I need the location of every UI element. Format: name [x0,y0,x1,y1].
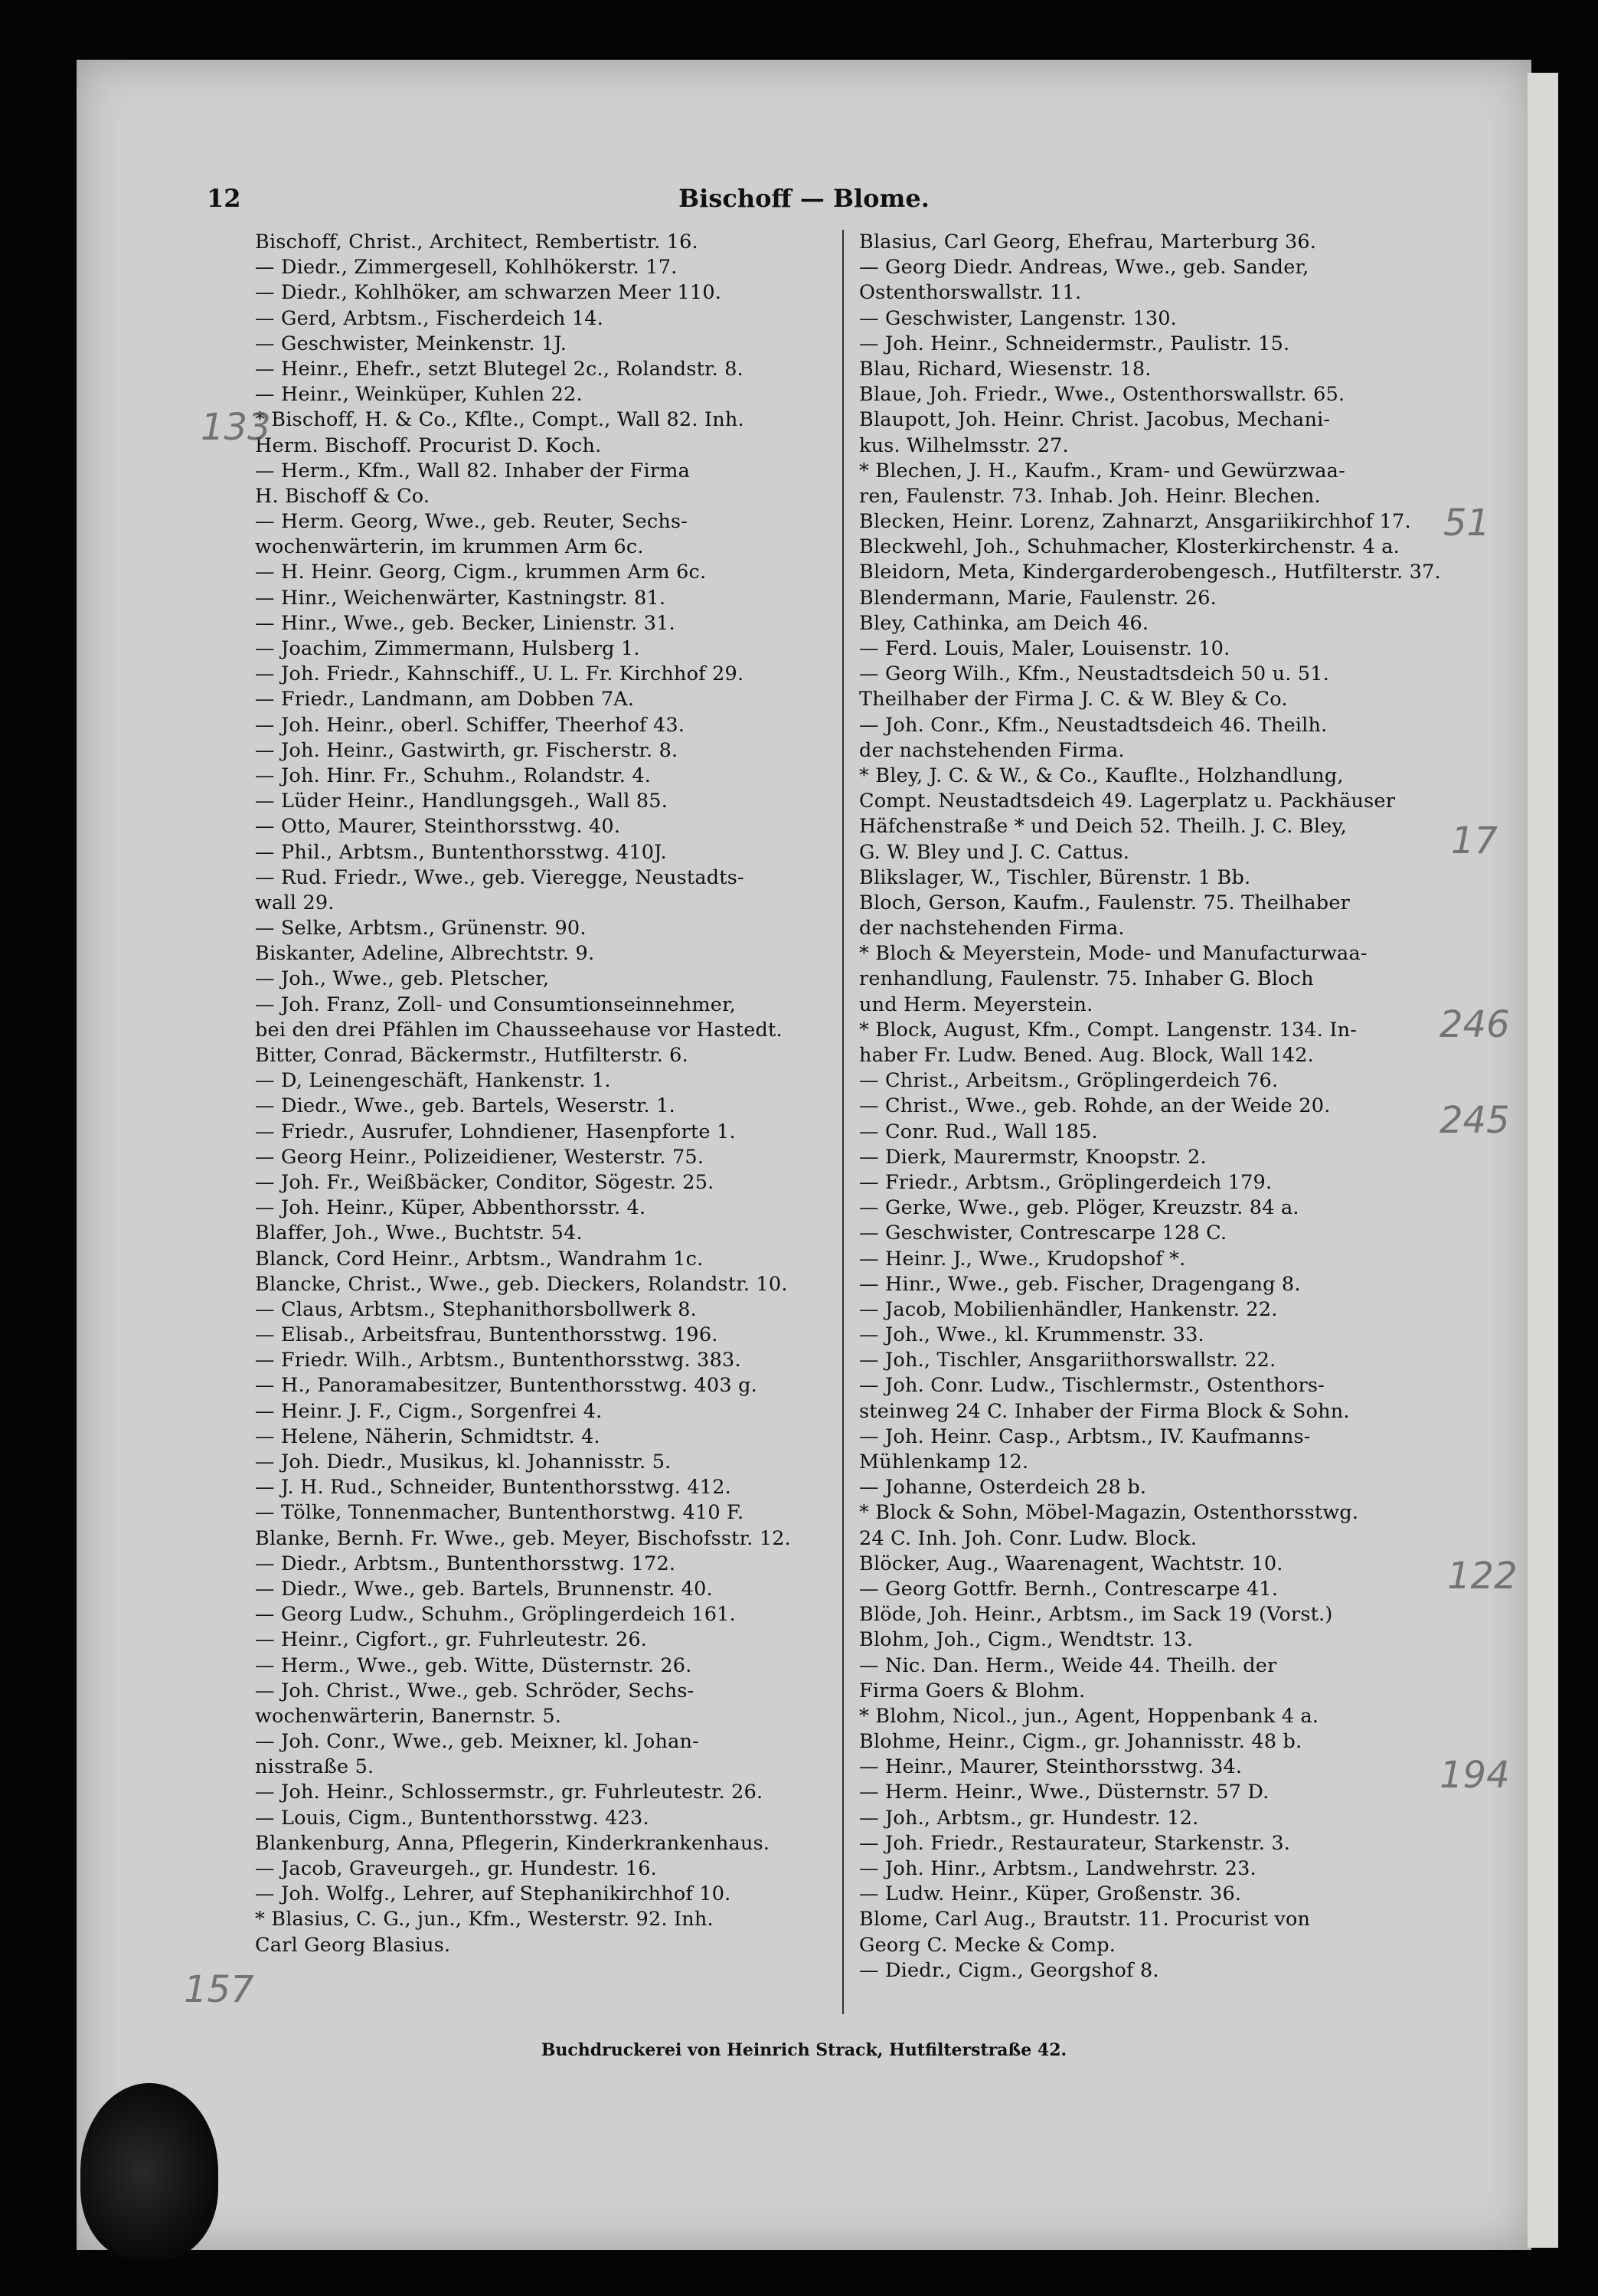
directory-entry-line: — Heinr. J., Wwe., Krudopshof *. [859,1247,1186,1271]
directory-entry-line: * Blasius, C. G., jun., Kfm., Westerstr. 92. Inh. [255,1908,714,1931]
directory-entry-line: — Friedr., Arbtsm., Gröplingerdeich 179. [859,1170,1273,1194]
directory-entry-line: Bleckwehl, Joh., Schuhmacher, Klosterkirchenstr. 4 a. [859,535,1400,559]
directory-entry-line: — Joh. Wolfg., Lehrer, auf Stephanikirchhof 10. [255,1882,731,1906]
directory-entry-line: — Georg Gottfr. Bernh., Contrescarpe 41. [859,1577,1279,1601]
directory-entry-line: — Heinr., Weinküper, Kuhlen 22. [255,383,583,407]
directory-entry-line: G. W. Bley und J. C. Cattus. [859,840,1130,864]
directory-entry-line: Blome, Carl Aug., Brautstr. 11. Procurist von [859,1908,1311,1931]
directory-entry-line: — Hinr., Wwe., geb. Fischer, Dragengang 8. [859,1272,1301,1296]
directory-entry-line: — Joh. Christ., Wwe., geb. Schröder, Sechs- [255,1679,694,1702]
directory-entry-line: — D, Leinengeschäft, Hankenstr. 1. [255,1069,611,1093]
directory-entry-line: Compt. Neustadtsdeich 49. Lagerplatz u. Packhäuser [859,790,1396,813]
directory-entry-line: — Herm. Georg, Wwe., geb. Reuter, Sechs- [255,510,688,534]
directory-entry-line: — Joh. Franz, Zoll- und Consumtionseinnehmer, [255,993,736,1016]
directory-entry-line: — Lüder Heinr., Handlungsgeh., Wall 85. [255,790,668,813]
directory-entry-line: * Block, August, Kfm., Compt. Langenstr. 134. In- [859,1018,1358,1042]
directory-entry-line: — Diedr., Arbtsm., Buntenthorsstwg. 172. [255,1552,676,1575]
directory-entry-line: — Joh., Wwe., kl. Krummenstr. 33. [859,1323,1204,1347]
handwritten-note: 133 [201,406,271,449]
directory-entry-line: wall 29. [255,891,335,914]
directory-entry-line: Blendermann, Marie, Faulenstr. 26. [859,586,1217,610]
directory-entry-line: Blecken, Heinr. Lorenz, Zahnarzt, Ansgariikirchhof 17. [859,510,1411,534]
directory-entry-line: — Joh. Friedr., Kahnschiff., U. L. Fr. Kirchhof 29. [255,662,744,686]
directory-entry-line: — Joh. Heinr., Gastwirth, gr. Fischerstr. 8. [255,738,678,762]
directory-entry-line: — Gerke, Wwe., geb. Plöger, Kreuzstr. 84 a. [859,1196,1299,1220]
directory-entry-line: — Joh., Wwe., geb. Pletscher, [255,967,550,991]
directory-entry-line: — Ludw. Heinr., Küper, Großenstr. 36. [859,1882,1242,1906]
directory-entry-line: * Block & Sohn, Möbel-Magazin, Ostenthorsstwg. [859,1501,1359,1525]
directory-entry-line: — H., Panoramabesitzer, Buntenthorsstwg. 403 g. [255,1374,757,1398]
directory-entry-line: — Ferd. Louis, Maler, Louisenstr. 10. [859,637,1230,660]
directory-entry-line: — J. H. Rud., Schneider, Buntenthorsstwg. 412. [255,1476,731,1500]
directory-entry-line: Blohm, Joh., Cigm., Wendtstr. 13. [859,1628,1194,1652]
directory-entry-line: — Gerd, Arbtsm., Fischerdeich 14. [255,306,604,330]
directory-entry-line: Herm. Bischoff. Procurist D. Koch. [255,433,602,457]
directory-entry-line: bei den drei Pfählen im Chausseehause vor Hastedt. [255,1018,783,1042]
directory-entry-line: — Hinr., Wwe., geb. Becker, Linienstr. 31. [255,611,675,635]
directory-entry-line: — Rud. Friedr., Wwe., geb. Vieregge, Neustadts- [255,865,744,889]
directory-entry-line: Bitter, Conrad, Bäckermstr., Hutfilterstr. 6. [255,1044,688,1067]
directory-entry-line: Mühlenkamp 12. [859,1451,1029,1473]
directory-entry-line: 24 C. Inh. Joh. Conr. Ludw. Block. [859,1526,1198,1550]
directory-entry-line: renhandlung, Faulenstr. 75. Inhaber G. Bloch [859,967,1314,991]
directory-entry-line: kus. Wilhelmsstr. 27. [859,433,1069,457]
directory-entry-line: — Georg Wilh., Kfm., Neustadtsdeich 50 u. 51. [859,662,1329,686]
directory-entry-line: — Heinr., Maurer, Steinthorsstwg. 34. [859,1755,1243,1779]
directory-entry-line: Blanke, Bernh. Fr. Wwe., geb. Meyer, Bischofsstr. 12. [255,1526,791,1550]
thumb-holding-page [80,2083,218,2259]
directory-entry-line: — Joh. Heinr., Schneidermstr., Paulistr. 15. [859,332,1290,355]
directory-entry-line: — Joh. Diedr., Musikus, kl. Johannisstr. 5. [255,1451,672,1473]
directory-entry-line: * Bloch & Meyerstein, Mode- und Manufacturwaa- [859,942,1368,966]
directory-entry-line: — Herm. Heinr., Wwe., Düsternstr. 57 D. [859,1781,1270,1804]
directory-entry-line: Georg C. Mecke & Comp. [859,1933,1116,1957]
directory-entry-line: Biskanter, Adeline, Albrechtstr. 9. [255,942,595,966]
directory-entry-line: Blaffer, Joh., Wwe., Buchtstr. 54. [255,1222,583,1245]
directory-entry-line: — Friedr. Wilh., Arbtsm., Buntenthorsstwg. 383. [255,1349,741,1372]
directory-entry-line: — Selke, Arbtsm., Grünenstr. 90. [255,917,587,940]
handwritten-note: 157 [184,1968,254,2011]
directory-entry-line: Blöde, Joh. Heinr., Arbtsm., im Sack 19 (Vorst.) [859,1603,1333,1627]
directory-entry-line: — Heinr., Cigfort., gr. Fuhrleutestr. 26. [255,1628,648,1652]
column-divider [842,230,844,2014]
directory-entry-line: * Blechen, J. H., Kaufm., Kram- und Gewürzwaa- [859,459,1345,482]
directory-entry-line: — Hinr., Weichenwärter, Kastningstr. 81. [255,586,666,610]
directory-entry-line: — Joh. Conr., Wwe., geb. Meixner, kl. Johan- [255,1730,699,1754]
directory-entry-line: — Georg Ludw., Schuhm., Gröplingerdeich 161. [255,1603,736,1627]
directory-entry-line: — Georg Diedr. Andreas, Wwe., geb. Sander, [859,256,1309,280]
directory-entry-line: — H. Heinr. Georg, Cigm., krummen Arm 6c. [255,561,707,584]
directory-entry-line: — Louis, Cigm., Buntenthorsstwg. 423. [255,1806,649,1830]
directory-entry-line: Blankenburg, Anna, Pflegerin, Kinderkrankenhaus. [255,1831,770,1855]
page-header [207,184,1401,214]
directory-entry-line: — Friedr., Landmann, am Dobben 7A. [255,688,635,711]
directory-entry-line: wochenwärterin, im krummen Arm 6c. [255,535,644,559]
directory-entry-line: Blaue, Joh. Friedr., Wwe., Ostenthorswallstr. 65. [859,383,1345,407]
directory-entry-line: Blanck, Cord Heinr., Arbtsm., Wandrahm 1c. [255,1247,704,1271]
page-number: 12 [207,184,241,213]
directory-entry-line: — Diedr., Wwe., geb. Bartels, Brunnenstr. 40. [255,1577,713,1601]
directory-entry-line: ren, Faulenstr. 73. Inhab. Joh. Heinr. Blechen. [859,484,1321,508]
directory-entry-line: — Johanne, Osterdeich 28 b. [859,1476,1147,1500]
directory-entry-line: Blau, Richard, Wiesenstr. 18. [859,357,1152,381]
directory-entry-line: Blohme, Heinr., Cigm., gr. Johannisstr. 48 b. [859,1730,1302,1754]
directory-entry-line: — Otto, Maurer, Steinthorsstwg. 40. [255,815,621,839]
directory-entry-line: — Joh. Hinr. Fr., Schuhm., Rolandstr. 4. [255,764,652,787]
directory-entry-line: — Diedr., Wwe., geb. Bartels, Weserstr. 1. [255,1094,675,1118]
directory-entry-line: haber Fr. Ludw. Bened. Aug. Block, Wall 142. [859,1044,1314,1067]
directory-entry-line: — Friedr., Ausrufer, Lohndiener, Hasenpforte 1. [255,1120,736,1143]
directory-entry-line: — Joh., Tischler, Ansgariithorswallstr. 22. [859,1349,1276,1372]
directory-entry-line: — Heinr. J. F., Cigm., Sorgenfrei 4. [255,1399,603,1423]
directory-entry-line: — Tölke, Tonnenmacher, Buntenthorstwg. 410 F. [255,1501,744,1525]
directory-entry-line: Bischoff, Christ., Architect, Rembertistr. 16. [255,231,698,253]
directory-entry-line: — Christ., Wwe., geb. Rohde, an der Weide 20. [859,1094,1331,1118]
directory-entry-line: — Joh. Hinr., Arbtsm., Landwehrstr. 23. [859,1857,1257,1880]
directory-entry-line: — Jacob, Graveurgeh., gr. Hundestr. 16. [255,1857,657,1880]
directory-entry-line: Blikslager, W., Tischler, Bürenstr. 1 Bb. [859,865,1251,889]
directory-entry-line: — Christ., Arbeitsm., Gröplingerdeich 76. [859,1069,1279,1093]
directory-entry-line: Bleidorn, Meta, Kindergarderobengesch., Hutfilterstr. 37. [859,561,1441,584]
directory-entry-line: H. Bischoff & Co. [255,484,430,508]
directory-entry-line: Theilhaber der Firma J. C. & W. Bley & Co. [859,688,1288,711]
directory-entry-line: — Joachim, Zimmermann, Hulsberg 1. [255,637,640,660]
directory-entry-line: Blasius, Carl Georg, Ehefrau, Marterburg 36. [859,231,1317,253]
directory-entry-line: — Joh. Conr. Ludw., Tischlermstr., Ostenthors- [859,1374,1325,1398]
directory-entry-line: Firma Goers & Blohm. [859,1679,1086,1702]
directory-entry-line: — Joh. Heinr. Casp., Arbtsm., IV. Kaufmanns- [859,1424,1311,1448]
directory-entry-line: — Joh. Heinr., oberl. Schiffer, Theerhof 43. [255,713,685,737]
directory-entry-line: der nachstehenden Firma. [859,917,1125,940]
directory-entry-line: und Herm. Meyerstein. [859,993,1093,1016]
directory-entry-line: Häfchenstraße * und Deich 52. Theilh. J. C. Bley, [859,815,1347,839]
directory-entry-line: Bley, Cathinka, am Deich 46. [859,611,1149,635]
directory-entry-line: Blaupott, Joh. Heinr. Christ. Jacobus, Mechani- [859,408,1331,432]
directory-entry-line: — Geschwister, Meinkenstr. 1J. [255,332,567,355]
directory-entry-line: — Diedr., Zimmergesell, Kohlhökerstr. 17. [255,256,678,280]
handwritten-note: 122 [1447,1555,1518,1598]
handwritten-note: 51 [1443,502,1491,545]
directory-entry-line: — Heinr., Ehefr., setzt Blutegel 2c., Rolandstr. 8. [255,357,743,381]
directory-entry-line: — Georg Heinr., Polizeidiener, Westerstr. 75. [255,1145,704,1169]
directory-entry-line: — Geschwister, Contrescarpe 128 C. [859,1222,1227,1245]
directory-entry-line: — Claus, Arbtsm., Stephanithorsbollwerk 8. [255,1297,697,1321]
directory-entry-line: — Joh. Heinr., Schlossermstr., gr. Fuhrleutestr. 26. [255,1781,763,1804]
directory-entry-line: — Geschwister, Langenstr. 130. [859,306,1177,330]
directory-entry-line: — Joh. Heinr., Küper, Abbenthorsstr. 4. [255,1196,646,1220]
handwritten-note: 17 [1451,819,1498,862]
directory-entry-line: — Joh. Fr., Weißbäcker, Conditor, Sögestr. 25. [255,1170,714,1194]
directory-entry-line: — Diedr., Kohlhöker, am schwarzen Meer 110. [255,281,722,305]
directory-entry-line: — Herm., Wwe., geb. Witte, Düsternstr. 26. [255,1653,692,1677]
directory-entry-line: * Bischoff, H. & Co., Kflte., Compt., Wall 82. Inh. [255,408,744,432]
directory-entry-line: * Blohm, Nicol., jun., Agent, Hoppenbank 4 a. [859,1704,1319,1728]
directory-entry-line: — Joh. Conr., Kfm., Neustadtsdeich 46. Theilh. [859,713,1328,737]
directory-entry-line: — Phil., Arbtsm., Buntenthorsstwg. 410J. [255,840,667,864]
right-column [859,230,1445,1984]
running-title: Bischoff — Blome. [678,184,930,213]
handwritten-note: 246 [1440,1003,1510,1046]
directory-entry-line: — Joh. Friedr., Restaurateur, Starkenstr. 3. [859,1831,1291,1855]
directory-entry-line: nisstraße 5. [255,1755,374,1779]
directory-entry-line: Bloch, Gerson, Kaufm., Faulenstr. 75. Theilhaber [859,891,1351,914]
directory-entry-line: — Nic. Dan. Herm., Weide 44. Theilh. der [859,1653,1277,1677]
page-edge [1528,73,1558,2248]
directory-entry-line: — Jacob, Mobilienhändler, Hankenstr. 22. [859,1297,1278,1321]
directory-entry-line: — Dierk, Maurermstr, Knoopstr. 2. [859,1145,1207,1169]
directory-entry-line: Carl Georg Blasius. [255,1933,451,1957]
directory-entry-line: wochenwärterin, Banernstr. 5. [255,1704,562,1728]
directory-entry-line: steinweg 24 C. Inhaber der Firma Block & Sohn. [859,1399,1350,1423]
directory-entry-line: — Herm., Kfm., Wall 82. Inhaber der Firma [255,459,691,482]
printer-imprint: Buchdruckerei von Heinrich Strack, Hutfilterstraße 42. [541,2040,1067,2060]
directory-entry-line: — Helene, Näherin, Schmidtstr. 4. [255,1424,600,1448]
left-column [255,230,833,1958]
directory-entry-line: * Bley, J. C. & W., & Co., Kauflte., Holzhandlung, [859,764,1344,787]
handwritten-note: 245 [1440,1099,1510,1142]
directory-entry-line: Blöcker, Aug., Waarenagent, Wachtstr. 10. [859,1552,1283,1575]
handwritten-note: 194 [1440,1754,1510,1797]
directory-entry-line: — Elisab., Arbeitsfrau, Buntenthorsstwg. 196. [255,1323,718,1347]
directory-entry-line: Blancke, Christ., Wwe., geb. Dieckers, Rolandstr. 10. [255,1272,788,1296]
directory-entry-line: Ostenthorswallstr. 11. [859,281,1082,305]
directory-entry-line: — Conr. Rud., Wall 185. [859,1120,1098,1143]
directory-entry-line: — Joh., Arbtsm., gr. Hundestr. 12. [859,1806,1199,1830]
directory-entry-line: der nachstehenden Firma. [859,738,1125,762]
directory-entry-line: — Diedr., Cigm., Georgshof 8. [859,1958,1159,1982]
